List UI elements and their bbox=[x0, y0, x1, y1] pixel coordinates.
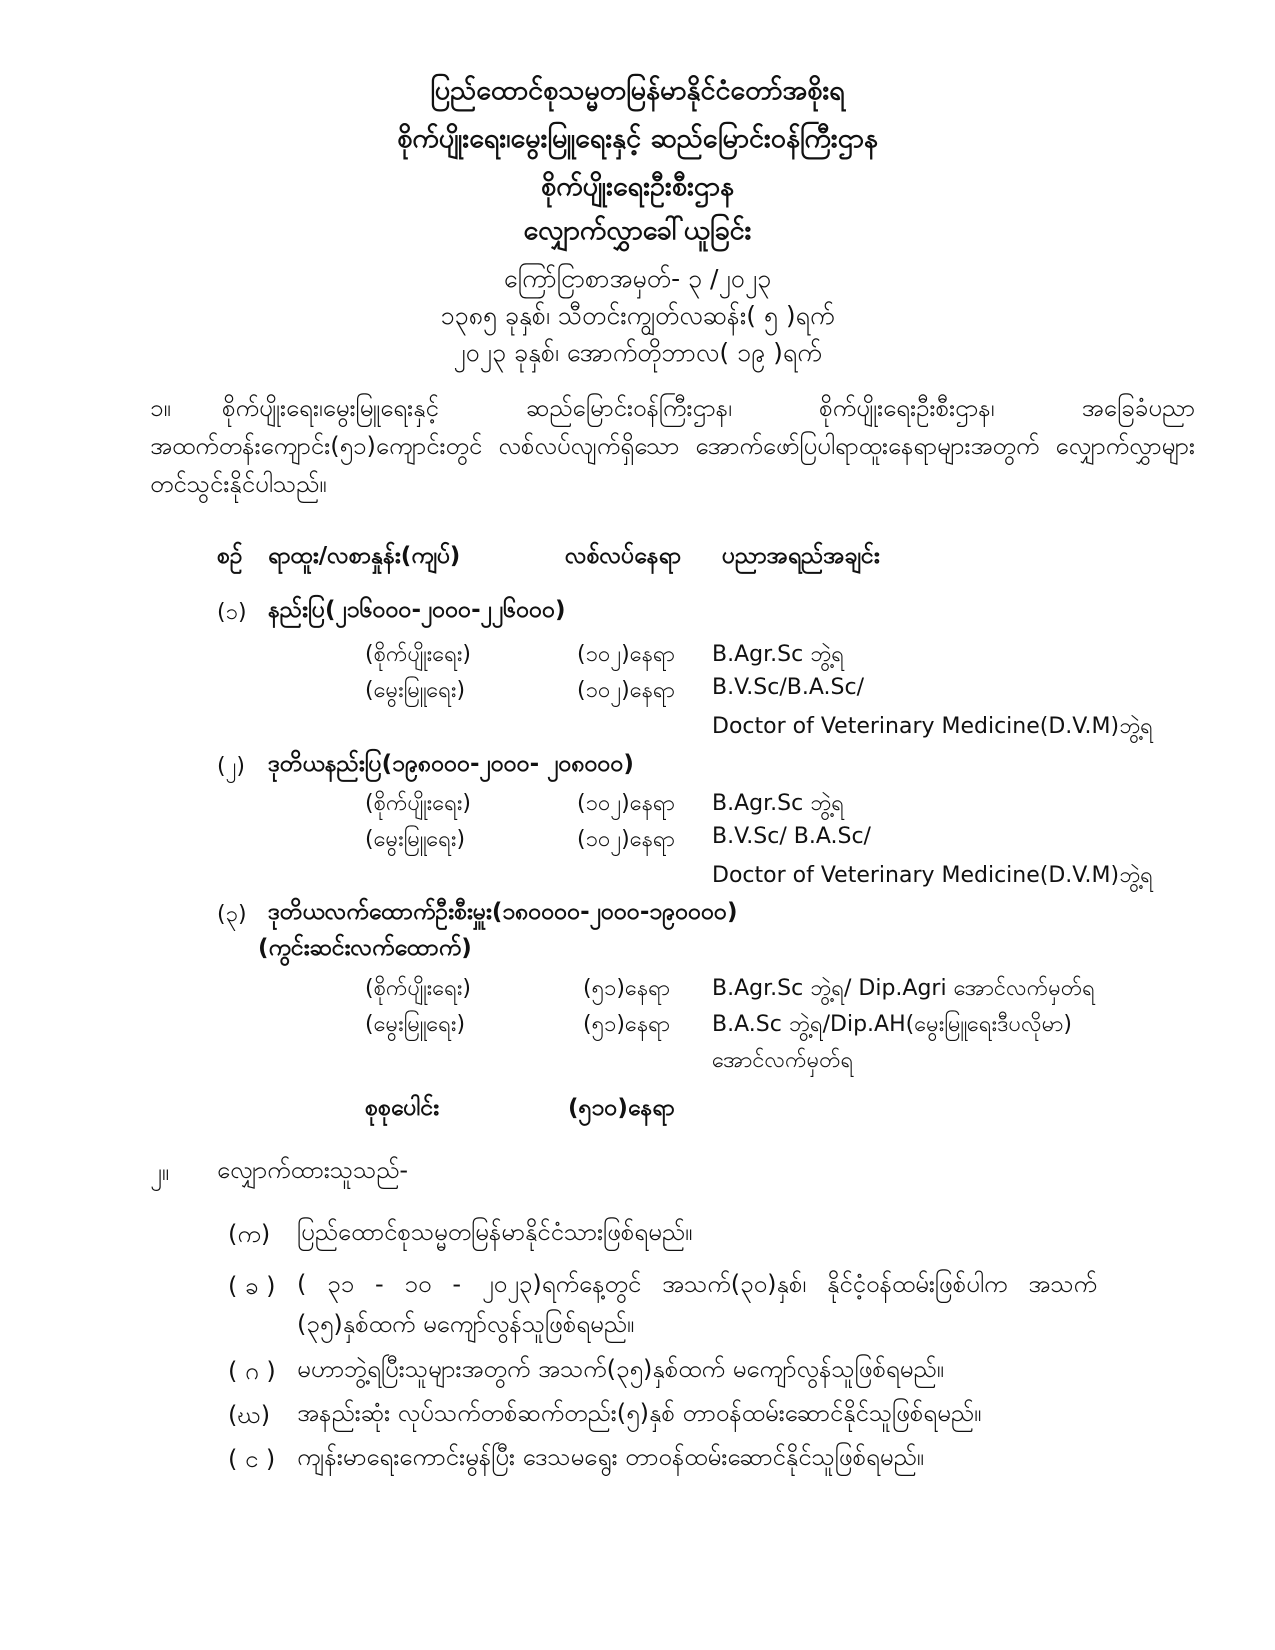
post-3-row-2-vacancy: (၅၁)နေရာ bbox=[583, 1012, 670, 1037]
table-header-qualification: ပညာအရည်အချင်း bbox=[722, 543, 880, 569]
notice-date-gregorian: ၂၀၂၃ ခုနှစ်၊ အောက်တိုဘာလ( ၁၉ )ရက် bbox=[453, 338, 822, 367]
post-2-number: (၂) bbox=[217, 754, 245, 779]
notice-number: ကြော်ငြာစာအမှတ်- ၃ /၂၀၂၃ bbox=[503, 264, 772, 293]
post-1-title: နည်းပြ(၂၁၆၀၀၀-၂၀၀၀-၂၂၆၀၀၀) bbox=[268, 597, 566, 623]
requirement-2-text: ( ၃၁ - ၁၀ - ၂၀၂၃)ရက်နေ့တွင် အသက်(၃၀)နှစ်၊ နိုင်ငံ့ဝန်ထမ်းဖြစ်ပါက အသက် bbox=[297, 1270, 1097, 1298]
requirement-1-marker: (က) bbox=[228, 1220, 271, 1248]
post-1-row-1-field: (စိုက်ပျိုးရေး) bbox=[365, 642, 472, 667]
notice-date-myanmar: ၁၃၈၅ ခုနှစ်၊ သီတင်းကျွတ်လဆန်း( ၅ )ရက် bbox=[440, 301, 835, 330]
post-3-number: (၃) bbox=[217, 902, 247, 927]
post-2-row-2-field: (မွေးမြူရေး) bbox=[365, 827, 466, 852]
post-1-row-2-vacancy: (၁၀၂)နေရာ bbox=[577, 678, 675, 703]
post-3-row-2-field: (မွေးမြူရေး) bbox=[365, 1012, 466, 1037]
post-1-row-2-qualification: B.V.Sc/B.A.Sc/ bbox=[712, 675, 864, 700]
section-2-title: လျှောက်ထားသူသည်- bbox=[217, 1156, 409, 1184]
notice-title: လျှောက်လွှာခေါ်ယူခြင်း bbox=[523, 215, 752, 246]
post-1-row-1-qualification: B.Agr.Sc ဘွဲ့ရ bbox=[712, 642, 844, 667]
post-1-row-2-field: (မွေးမြူရေး) bbox=[365, 678, 466, 703]
post-3-row-2-qualification: B.A.Sc ဘွဲ့ရ/Dip.AH(မွေးမြူရေးဒီပလိုမာ) bbox=[712, 1012, 1072, 1037]
requirement-5-marker: ( င ) bbox=[228, 1445, 276, 1473]
total-label: စုစုပေါင်း bbox=[365, 1095, 440, 1121]
post-3-row-1-vacancy: (၅၁)နေရာ bbox=[583, 976, 670, 1001]
total-value: (၅၁၀)နေရာ bbox=[568, 1095, 675, 1121]
requirement-5-text: ကျန်းမာရေးကောင်းမွန်ပြီး ဒေသမရွေး တာဝန်ထမ်းဆောင်နိုင်သူဖြစ်ရမည်။ bbox=[297, 1443, 924, 1471]
post-2-row-1-field: (စိုက်ပျိုးရေး) bbox=[365, 791, 472, 816]
post-2-row-1-qualification: B.Agr.Sc ဘွဲ့ရ bbox=[712, 791, 844, 816]
post-3-row-2-qualification-cont: အောင်လက်မှတ်ရ bbox=[712, 1048, 854, 1073]
post-3-row-1-field: (စိုက်ပျိုးရေး) bbox=[365, 976, 472, 1001]
post-2-title: ဒုတိယနည်းပြ(၁၉၈၀၀၀-၂၀၀၀- ၂၀၈၀၀၀) bbox=[268, 751, 634, 777]
table-header-serial: စဉ် bbox=[217, 543, 243, 569]
post-2-row-1-vacancy: (၁၀၂)နေရာ bbox=[577, 791, 675, 816]
department-title: စိုက်ပျိုးရေးဦးစီးဌာန bbox=[541, 171, 734, 202]
table-header-position: ရာထူး/လစာနှုန်း(ကျပ်) bbox=[268, 543, 461, 569]
section-2-number: ၂။ bbox=[150, 1158, 170, 1186]
requirement-4-marker: (ဃ) bbox=[228, 1401, 271, 1429]
post-3-title: ဒုတိယလက်ထောက်ဦးစီးမှူး(၁၈၀၀၀၀-၂၀၀၀-၁၉၀၀၀၀) bbox=[268, 899, 738, 925]
government-title: ပြည်ထောင်စုသမ္မတမြန်မာနိုင်ငံတော်အစိုးရ bbox=[430, 75, 845, 106]
requirement-2-text-cont: (၃၅)နှစ်ထက် မကျော်လွန်သူဖြစ်ရမည်။ bbox=[297, 1310, 635, 1338]
section-1-paragraph bbox=[150, 389, 1195, 503]
post-2-row-2-qualification-cont: Doctor of Veterinary Medicine(D.V.M)ဘွဲ့ရ bbox=[712, 863, 1153, 888]
table-header-vacancy: လစ်လပ်နေရာ bbox=[565, 543, 682, 569]
post-1-row-2-qualification-cont: Doctor of Veterinary Medicine(D.V.M)ဘွဲ့ရ bbox=[712, 714, 1153, 739]
requirement-3-marker: ( ဂ ) bbox=[228, 1357, 276, 1385]
requirement-1-text: ပြည်ထောင်စုသမ္မတမြန်မာနိုင်ငံသားဖြစ်ရမည်။ bbox=[297, 1218, 693, 1246]
post-3-row-1-qualification: B.Agr.Sc ဘွဲ့ရ/ Dip.Agri အောင်လက်မှတ်ရ bbox=[712, 976, 1095, 1001]
section-1-number: ၁။ bbox=[150, 394, 171, 422]
post-3-subtitle: (ကွင်းဆင်းလက်ထောက်) bbox=[258, 935, 472, 961]
ministry-title: စိုက်ပျိုးရေး၊မွေးမြူရေးနှင့် ဆည်မြောင်းဝန်ကြီးဌာန bbox=[397, 123, 878, 154]
requirement-4-text: အနည်းဆုံး လုပ်သက်တစ်ဆက်တည်း(၅)နှစ် တာဝန်ထမ်းဆောင်နိုင်သူဖြစ်ရမည်။ bbox=[297, 1399, 982, 1427]
requirement-2-marker: ( ခ ) bbox=[228, 1272, 276, 1300]
requirement-3-text: မဟာဘွဲ့ရပြီးသူများအတွက် အသက်(၃၅)နှစ်ထက် မကျော်လွန်သူဖြစ်ရမည်။ bbox=[297, 1355, 944, 1383]
post-1-row-1-vacancy: (၁၀၂)နေရာ bbox=[577, 642, 675, 667]
post-1-number: (၁) bbox=[217, 600, 247, 625]
section-1-text: စိုက်ပျိုးရေး၊မွေးမြူရေးနှင့် ဆည်မြောင်းဝန်ကြီးဌာန၊ စိုက်ပျိုးရေးဦးစီးဌာန၊ အခြေခံပညာ အထက်တန်းကျောင်း(၅၁)ကျောင်းတွင် လစ်လပ်လျက်ရှိသော အောက်ဖော်ပြပါရာထူးနေရာများအတွက် လျှောက်လွှာများ တင်သွင်းနိုင်ပါသည်။ bbox=[150, 394, 1195, 498]
post-2-row-2-vacancy: (၁၀၂)နေရာ bbox=[577, 827, 675, 852]
post-2-row-2-qualification: B.V.Sc/ B.A.Sc/ bbox=[712, 824, 871, 849]
